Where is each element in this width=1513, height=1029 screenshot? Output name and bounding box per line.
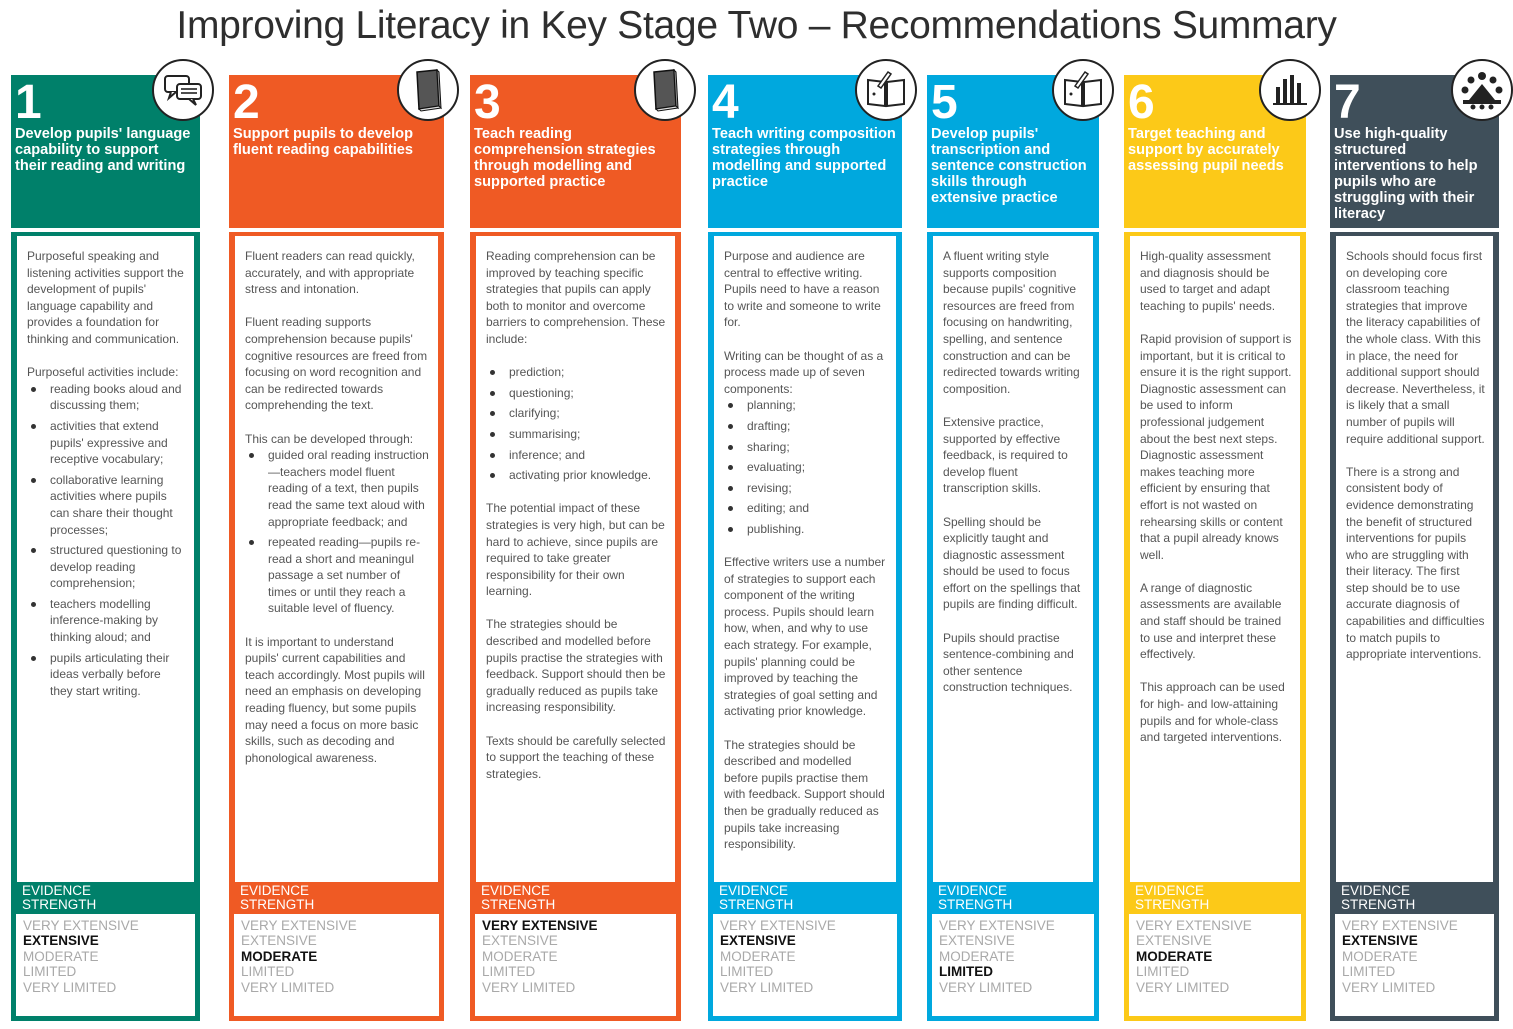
evidence-label-line: EVIDENCE xyxy=(719,883,789,898)
evidence-level: VERY LIMITED xyxy=(482,979,576,995)
evidence-level: LIMITED xyxy=(482,964,536,980)
evidence-label-line: STRENGTH xyxy=(22,897,97,912)
card-paragraph: This approach can be used for high- and low-attaining pupils and for whole-class and targeted interventions. xyxy=(1140,680,1285,745)
evidence-label-line: EVIDENCE xyxy=(240,883,310,898)
card-paragraph: Rapid provision of support is important, but it is critical to ensure it is the right support. Diagnostic assessment can be used to inform professional judgement about the best next steps. Diagnostic assessment makes teaching more efficient by ensuring that effort is not wasted on rehearsing skills or content that a pupil already knows well. xyxy=(1140,331,1292,562)
evidence-level: VERY EXTENSIVE xyxy=(241,918,357,933)
card-number: 2 xyxy=(233,76,260,129)
card-number: 3 xyxy=(474,76,501,129)
card-paragraph: High-quality assessment and diagnosis should be used to target and adapt teaching to pupils' needs. xyxy=(1140,249,1276,313)
evidence-level: MODERATE xyxy=(1342,948,1418,964)
evidence-label-line: EVIDENCE xyxy=(1341,883,1411,898)
card-paragraph: The strategies should be described and modelled before pupils practise the strategies with feedback. Support should then be gradually reduced as pupils take increasing responsibility. xyxy=(486,617,666,715)
evidence-scale xyxy=(229,914,444,1021)
card-body xyxy=(708,232,902,883)
list-item: planning; xyxy=(724,397,888,414)
bullet-list xyxy=(27,381,186,700)
list-item: prediction; xyxy=(486,364,667,381)
list-item: evaluating; xyxy=(724,459,888,476)
card-title: Teach reading comprehension strategies through modelling and supported practice xyxy=(474,126,656,190)
card-paragraph: There is a strong and consistent body of evidence demonstrating the benefit of structured interventions for pupils who are struggling with their literacy. The first step should be to use accurate diagnosis of capabilities and difficulties to match pupils to appropriate interventions. xyxy=(1346,464,1485,662)
book-icon xyxy=(634,59,696,121)
card-paragraph: Spelling should be explicitly taught and diagnostic assessment should be used to focus effort on the spellings that pupils are finding difficult. xyxy=(943,514,1081,612)
list-item: publishing. xyxy=(724,521,888,538)
card-paragraph: Fluent readers can read quickly, accurately, and with appropriate stress and intonation. xyxy=(245,249,415,297)
evidence-level: LIMITED xyxy=(241,964,295,980)
list-item: clarifying; xyxy=(486,405,667,422)
evidence-level: MODERATE xyxy=(23,948,99,964)
evidence-level: EXTENSIVE xyxy=(1136,933,1212,949)
evidence-level: VERY EXTENSIVE xyxy=(23,918,139,933)
card-number: 4 xyxy=(712,76,739,129)
card-paragraph: A fluent writing style supports composition because pupils' cognitive resources are freed from focusing on handwriting, spelling, and sentence construction and can be redirected towards writing composition. xyxy=(943,249,1080,396)
card-paragraph: This can be developed through: xyxy=(245,431,414,446)
card-number: 1 xyxy=(15,76,42,129)
list-item: summarising; xyxy=(486,426,667,443)
card-paragraph: Purposeful activities include: xyxy=(27,365,179,380)
evidence-level: VERY EXTENSIVE xyxy=(720,918,836,933)
evidence-label-line: STRENGTH xyxy=(938,897,1013,912)
list-item: collaborative learning activities where pupils can share their thought processes; xyxy=(27,472,186,538)
card-number: 5 xyxy=(931,76,958,129)
evidence-label-line: STRENGTH xyxy=(1135,897,1210,912)
evidence-level: EXTENSIVE xyxy=(1342,933,1418,949)
bar-chart-icon xyxy=(1259,59,1321,121)
recommendation-card-7 xyxy=(1330,75,1499,1021)
evidence-label-line: STRENGTH xyxy=(240,897,315,912)
list-item: inference; and xyxy=(486,447,667,464)
card-title: Use high-quality structured interventions to help pupils who are struggling with their literacy xyxy=(1334,126,1478,222)
group-meeting-icon xyxy=(1451,59,1513,121)
list-item: activities that extend pupils' expressive and receptive vocabulary; xyxy=(27,418,186,468)
card-paragraph: It is important to understand pupils' current capabilities and teach accordingly. Most pupils will need an emphasis on developing reading fluency, but some pupils may need a focus on more basic skills, such as decoding and phonological awareness. xyxy=(245,634,425,765)
list-item: drafting; xyxy=(724,418,888,435)
list-item: repeated reading—pupils re-read a short and meaningul passage a set number of times or until they reach a suitable level of fluency. xyxy=(245,534,430,617)
card-body xyxy=(1124,232,1306,883)
list-item: pupils articulating their ideas verbally before they start writing. xyxy=(27,650,186,700)
list-item: teachers modelling inference-making by thinking aloud; and xyxy=(27,596,186,646)
evidence-strength-label xyxy=(1330,882,1499,914)
evidence-level: EXTENSIVE xyxy=(241,933,317,949)
list-item: sharing; xyxy=(724,439,888,456)
evidence-level: LIMITED xyxy=(720,964,774,980)
evidence-label-line: EVIDENCE xyxy=(1135,883,1205,898)
evidence-level: MODERATE xyxy=(241,948,318,964)
list-item: activating prior knowledge. xyxy=(486,467,667,484)
card-paragraph: Schools should focus first on developing core classroom teaching strategies that improve the literacy capabilities of the whole class. With this in place, the need for additional support should decrease. Nevertheless, it is likely that a small number of pupils will require additional support. xyxy=(1346,249,1485,446)
evidence-level: LIMITED xyxy=(939,964,993,980)
evidence-strength-label xyxy=(229,882,444,914)
evidence-scale xyxy=(927,914,1099,1021)
card-paragraph: Extensive practice, supported by effective feedback, is required to develop fluent transcription skills. xyxy=(943,414,1068,496)
evidence-level: VERY LIMITED xyxy=(23,979,117,995)
card-paragraph: A range of diagnostic assessments are available and staff should be trained to use and interpret these effectively. xyxy=(1140,580,1282,662)
evidence-scale xyxy=(11,914,200,1021)
card-paragraph: Purpose and audience are central to effective writing. Pupils need to have a reason to write and someone to write for. xyxy=(724,249,881,330)
card-paragraph: Purposeful speaking and listening activities support the development of pupils' language capability and provides a foundation for thinking and communication. xyxy=(27,249,184,346)
card-paragraph: The potential impact of these strategies is very high, but can be hard to achieve, since pupils are required to take greater responsibility for their own learning. xyxy=(486,501,665,599)
evidence-level: VERY LIMITED xyxy=(1136,979,1230,995)
evidence-level: VERY LIMITED xyxy=(939,979,1033,995)
evidence-level: MODERATE xyxy=(482,948,558,964)
card-paragraph: Pupils should practise sentence-combining and other sentence construction techniques. xyxy=(943,630,1074,695)
evidence-strength-label xyxy=(927,882,1099,914)
card-paragraph: Effective writers use a number of strategies to support each component of the writing process. Pupils should learn how, when, and why to use each strategy. For example, pupils' planning could be improved by teaching the strategies of goal setting and activating prior knowledge. xyxy=(724,555,886,719)
open-book-pen-icon xyxy=(855,59,917,121)
evidence-label-line: EVIDENCE xyxy=(22,883,92,898)
card-paragraph: Reading comprehension can be improved by teaching specific strategies that pupils can apply both to monitor and overcome barriers to comprehension. These include: xyxy=(486,249,666,346)
evidence-level: LIMITED xyxy=(23,964,77,980)
evidence-level: MODERATE xyxy=(720,948,796,964)
recommendation-card-6 xyxy=(1124,75,1306,1021)
recommendation-card-1 xyxy=(11,75,200,1021)
list-item: guided oral reading instruction—teachers model fluent reading of a text, then pupils read the same text aloud with appropriate feedback; and xyxy=(245,447,430,530)
page-title: Improving Literacy in Key Stage Two – Recommendations Summary xyxy=(176,4,1337,47)
evidence-strength-label xyxy=(11,882,200,914)
card-title: Target teaching and support by accurately assessing pupil needs xyxy=(1128,126,1284,174)
evidence-scale xyxy=(1330,914,1499,1021)
evidence-level: VERY LIMITED xyxy=(720,979,814,995)
evidence-scale xyxy=(1124,914,1306,1021)
evidence-level: EXTENSIVE xyxy=(482,933,558,949)
bullet-list xyxy=(486,364,667,484)
evidence-level: VERY EXTENSIVE xyxy=(1136,918,1252,933)
evidence-level: EXTENSIVE xyxy=(720,933,796,949)
evidence-label-line: STRENGTH xyxy=(719,897,794,912)
card-number: 7 xyxy=(1334,76,1361,129)
card-title: Develop pupils' language capability to support their reading and writing xyxy=(15,126,191,174)
recommendation-card-2 xyxy=(229,75,444,1021)
evidence-level: MODERATE xyxy=(939,948,1015,964)
evidence-label-line: EVIDENCE xyxy=(481,883,551,898)
evidence-strength-label xyxy=(1124,882,1306,914)
evidence-label-line: EVIDENCE xyxy=(938,883,1008,898)
recommendation-card-3 xyxy=(470,75,681,1021)
list-item: reading books aloud and discussing them; xyxy=(27,381,186,414)
recommendation-card-4 xyxy=(708,75,902,1021)
card-title: Develop pupils' transcription and sentence construction skills through extensive practice xyxy=(931,126,1087,206)
list-item: revising; xyxy=(724,480,888,497)
evidence-level: EXTENSIVE xyxy=(939,933,1015,949)
speech-bubbles-icon xyxy=(152,59,214,121)
card-paragraph: Texts should be carefully selected to support the teaching of these strategies. xyxy=(486,733,666,781)
evidence-label-line: STRENGTH xyxy=(481,897,556,912)
list-item: structured questioning to develop reading comprehension; xyxy=(27,542,186,592)
open-book-pen-icon xyxy=(1052,59,1114,121)
list-item: editing; and xyxy=(724,500,888,517)
evidence-level: LIMITED xyxy=(1342,964,1396,980)
bullet-list xyxy=(724,397,888,537)
card-title: Teach writing composition strategies through modelling and supported practice xyxy=(712,126,896,190)
evidence-scale xyxy=(708,914,902,1021)
book-icon xyxy=(397,59,459,121)
card-body xyxy=(1330,232,1499,883)
evidence-level: VERY LIMITED xyxy=(1342,979,1436,995)
evidence-strength-label xyxy=(708,882,902,914)
evidence-level: MODERATE xyxy=(1136,948,1213,964)
evidence-level: LIMITED xyxy=(1136,964,1190,980)
evidence-level: VERY LIMITED xyxy=(241,979,335,995)
evidence-level: EXTENSIVE xyxy=(23,933,99,949)
card-paragraph: The strategies should be described and modelled before pupils practise them with feedback. Support should then be gradually reduced as pupils take increasing responsibility. xyxy=(724,737,885,852)
evidence-level: VERY EXTENSIVE xyxy=(482,918,598,933)
evidence-level: VERY EXTENSIVE xyxy=(1342,918,1458,933)
evidence-strength-label xyxy=(470,882,681,914)
bullet-list xyxy=(245,447,430,617)
card-number: 6 xyxy=(1128,76,1155,129)
evidence-scale xyxy=(470,914,681,1021)
recommendation-card-5 xyxy=(927,75,1099,1021)
card-body xyxy=(229,232,444,883)
card-body xyxy=(11,232,200,883)
card-title: Support pupils to develop fluent reading capabilities xyxy=(233,126,414,158)
card-paragraph: Writing can be thought of as a process made up of seven components: xyxy=(724,348,884,396)
card-paragraph: Fluent reading supports comprehension because pupils' cognitive resources are freed from focusing on word recognition and can be redirected towards comprehending the text. xyxy=(245,315,428,413)
card-body xyxy=(927,232,1099,883)
evidence-level: VERY EXTENSIVE xyxy=(939,918,1055,933)
evidence-label-line: STRENGTH xyxy=(1341,897,1416,912)
card-body xyxy=(470,232,681,883)
list-item: questioning; xyxy=(486,385,667,402)
